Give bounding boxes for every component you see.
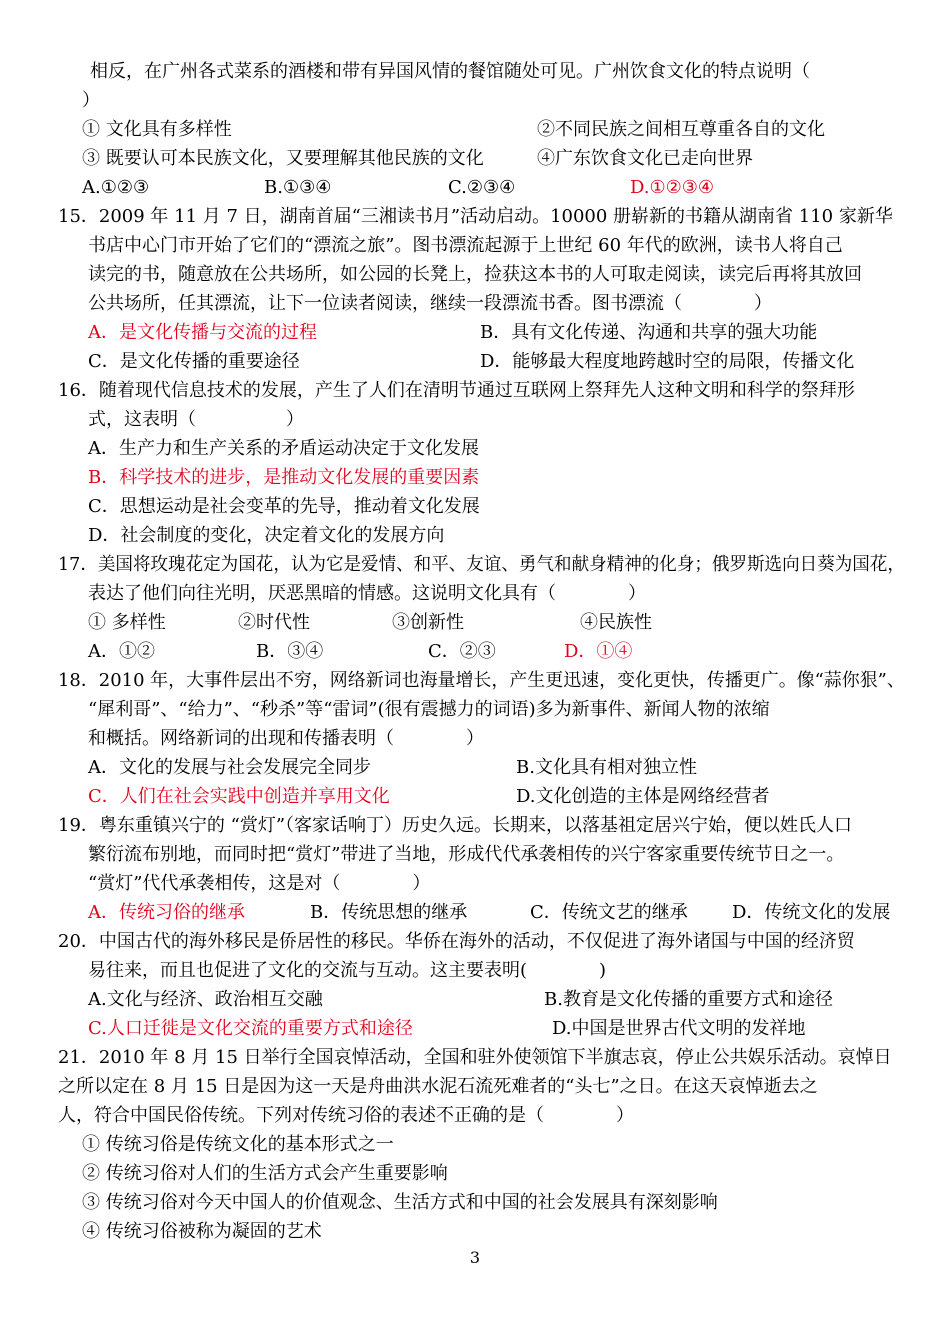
text-line: 21．2010 年 8 月 15 日举行全国哀悼活动，全国和驻外使领馆下半旗志哀，停止公共娱乐活动。哀悼日 (58, 1047, 892, 1068)
text-line: A．文化的发展与社会发展完全同步 (88, 757, 371, 778)
text-line: 相反，在广州各式菜系的酒楼和带有异国风情的餐馆随处可见。广州饮食文化的特点说明（ (90, 61, 810, 82)
text-line: A．①② (88, 641, 155, 662)
answer-text-line: A．是文化传播与交流的过程 (88, 322, 317, 343)
text-line: ） (82, 90, 100, 111)
text-line: B．③④ (256, 641, 324, 662)
text-line: ③ 既要认可本民族文化，又要理解其他民族的文化 (82, 148, 484, 169)
answer-text-line: A．传统习俗的继承 (88, 902, 245, 923)
text-line: 表达了他们向往光明，厌恶黑暗的情感。这说明文化具有（ ） (88, 583, 646, 604)
answer-text-line: C.人口迁徙是文化交流的重要方式和途径 (88, 1018, 413, 1039)
answer-text-line: C．人们在社会实践中创造并享用文化 (88, 786, 390, 807)
text-line: ②不同民族之间相互尊重各自的文化 (537, 119, 825, 140)
text-line: A.①②③ (82, 177, 150, 198)
text-line: 20．中国古代的海外移民是侨居性的移民。华侨在海外的活动，不仅促进了海外诸国与中国的经济贸 (58, 931, 855, 952)
text-line: C．传统文艺的继承 (530, 902, 688, 923)
text-line: ④民族性 (580, 612, 652, 633)
text-line: 19．粤东重镇兴宁的 “赏灯”（客家话响丁）历史久远。长期来，以落基祖定居兴宁始，便以姓氏人口 (58, 815, 853, 836)
text-line: A.文化与经济、政治相互交融 (88, 989, 323, 1010)
text-line: ④广东饮食文化已走向世界 (537, 148, 753, 169)
text-line: 18．2010 年，大事件层出不穷，网络新词也海量增长，产生更迅速，变化更快，传播更广。像“蒜你狠”、 (58, 670, 905, 691)
text-line: D.中国是世界古代文明的发祥地 (552, 1018, 806, 1039)
text-line: ② 传统习俗对人们的生活方式会产生重要影响 (82, 1163, 448, 1184)
text-line: C.②③④ (448, 177, 516, 198)
text-line: 和概括。网络新词的出现和传播表明（ ） (88, 728, 484, 749)
text-line: 人，符合中国民俗传统。下列对传统习俗的表述不正确的是（ ） (58, 1105, 634, 1126)
text-line: “犀利哥”、“给力”、“秒杀”等“雷词”(很有震撼力的词语)多为新事件、新闻人物的浓缩 (88, 699, 770, 720)
text-line: D．传统文化的发展 (732, 902, 891, 923)
text-line: D．能够最大程度地跨越时空的局限，传播文化 (480, 351, 855, 372)
text-line: 之所以定在 8 月 15 日是因为这一天是舟曲洪水泥石流死难者的“头七”之日。在这天哀悼逝去之 (58, 1076, 818, 1097)
text-line: ③ 传统习俗对今天中国人的价值观念、生活方式和中国的社会发展具有深刻影响 (82, 1192, 718, 1213)
text-line: C．②③ (428, 641, 496, 662)
text-line: 读完的书，随意放在公共场所，如公园的长凳上，捡获这本书的人可取走阅读，读完后再将其放回 (88, 264, 862, 285)
answer-text-line: D．①④ (564, 641, 633, 662)
text-line: 式，这表明（ ） (88, 409, 304, 430)
text-line: 繁衍流布别地，而同时把“赏灯”带进了当地，形成代代承袭相传的兴宁客家重要传统节日之一。 (88, 844, 845, 865)
text-line: 公共场所，任其漂流，让下一位读者阅读，继续一段漂流书香。图书漂流（ ） (88, 293, 772, 314)
text-line: A．生产力和生产关系的矛盾运动决定于文化发展 (88, 438, 479, 459)
text-line: D.文化创造的主体是网络经营者 (516, 786, 770, 807)
text-line: B．具有文化传递、沟通和共享的强大功能 (480, 322, 818, 343)
text-line: ① 传统习俗是传统文化的基本形式之一 (82, 1134, 394, 1155)
page-number: 3 (469, 1248, 481, 1267)
text-line: ① 多样性 (88, 612, 166, 633)
answer-text-line: D.①②③④ (630, 177, 715, 198)
text-line: ① 文化具有多样性 (82, 119, 232, 140)
text-line: 17．美国将玫瑰花定为国花，认为它是爱情、和平、友谊、勇气和献身精神的化身；俄罗斯选向日葵为国花， (58, 554, 905, 575)
text-line: B.文化具有相对独立性 (516, 757, 697, 778)
text-line: D．社会制度的变化，决定着文化的发展方向 (88, 525, 445, 546)
text-line: 16．随着现代信息技术的发展，产生了人们在清明节通过互联网上祭拜先人这种文明和科学的祭拜形 (58, 380, 855, 401)
text-line: B.教育是文化传播的重要方式和途径 (544, 989, 833, 1010)
text-line: 15．2009 年 11 月 7 日，湖南首届“三湘读书月”活动启动。10000 册崭新的书籍从湖南省 110 家新华 (58, 206, 893, 227)
text-line: ②时代性 (238, 612, 310, 633)
text-line: C．是文化传播的重要途径 (88, 351, 300, 372)
answer-text-line: B．科学技术的进步，是推动文化发展的重要因素 (88, 467, 480, 488)
text-line: ③创新性 (392, 612, 464, 633)
text-line: 书店中心门市开始了它们的“漂流之旅”。图书漂流起源于上世纪 60 年代的欧洲，读书人将自己 (88, 235, 843, 256)
text-line: C．思想运动是社会变革的先导，推动着文化发展 (88, 496, 480, 517)
text-line: B．传统思想的继承 (310, 902, 468, 923)
text-line: 易往来，而且也促进了文化的交流与互动。这主要表明( ) (88, 960, 607, 981)
text-line: ④ 传统习俗被称为凝固的艺术 (82, 1221, 322, 1242)
text-line: B.①③④ (264, 177, 332, 198)
text-line: “赏灯”代代承袭相传，这是对（ ） (88, 873, 431, 894)
